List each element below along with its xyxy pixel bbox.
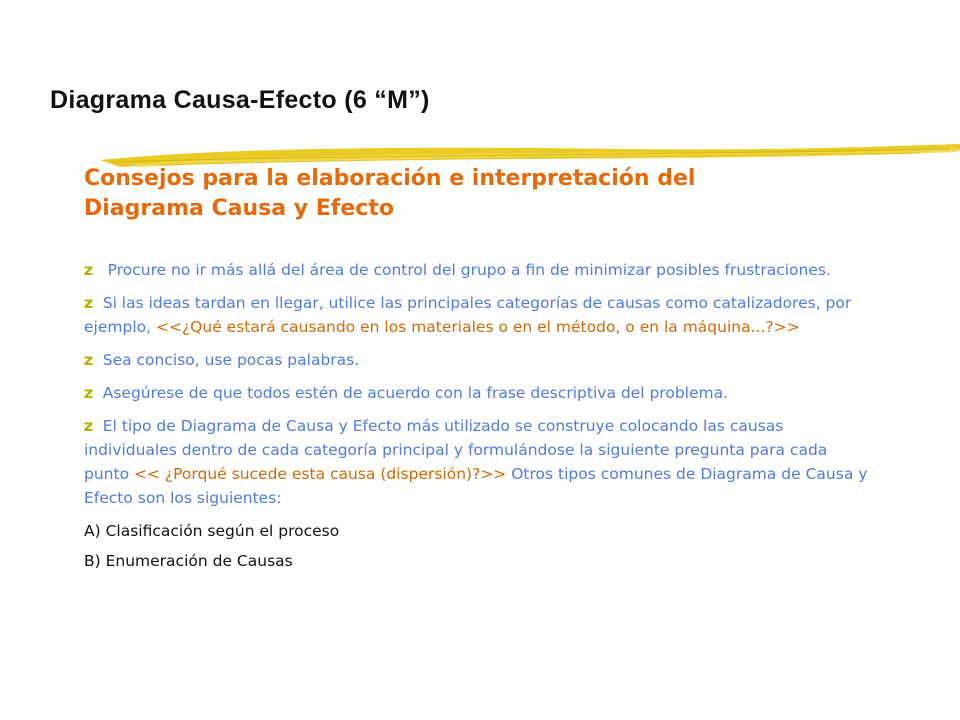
- bullet-item-5: [84, 414, 874, 510]
- bullet-icon: z: [83, 417, 94, 435]
- bullet-text-after: Otros tipos comunes de Diagrama de Causa y Efecto son los siguientes:: [84, 465, 868, 507]
- bullet-highlight: << ¿Porqué sucede esta causa (dispersión)?>>: [133, 465, 507, 483]
- bullet-highlight: <<¿Qué estará causando en los materiales o en el método, o en la máquina...?>>: [155, 318, 800, 336]
- list-item-b: B) Enumeración de Causas: [84, 552, 293, 570]
- slide-subtitle: [84, 164, 884, 224]
- bullet-item-3: [84, 348, 874, 372]
- bullet-text: El tipo de Diagrama de Causa y Efecto más utilizado se construye colocando las causas individuales dentro de cada categoría principal y formulándose la siguiente pregunta para cada punto: [84, 417, 828, 483]
- slide-title: Diagrama Causa-Efecto (6 “M”): [50, 86, 430, 114]
- bullet-icon: z: [83, 351, 94, 369]
- subtitle-line-2: Diagrama Causa y Efecto: [84, 196, 394, 221]
- bullet-text: Procure no ir más allá del área de control del grupo a fin de minimizar posibles frustraciones.: [102, 261, 831, 279]
- bullet-icon: z: [83, 294, 94, 312]
- slide-body: [84, 258, 874, 579]
- bullet-text: Sea conciso, use pocas palabras.: [102, 351, 360, 369]
- bullet-text: Asegúrese de que todos estén de acuerdo con la frase descriptiva del problema.: [102, 384, 729, 402]
- list-item-a: A) Clasificación según el proceso: [84, 522, 340, 540]
- bullet-item-4: [84, 381, 874, 405]
- bullet-item-2: [84, 291, 874, 339]
- bullet-icon: z: [83, 261, 94, 279]
- subtitle-line-1: Consejos para la elaboración e interpretación del: [84, 166, 696, 191]
- bullet-icon: z: [83, 384, 94, 402]
- bullet-text: Si las ideas tardan en llegar, utilice las principales categorías de causas como catalizadores, por ejemplo,: [84, 294, 852, 336]
- bullet-item-1: [84, 258, 874, 282]
